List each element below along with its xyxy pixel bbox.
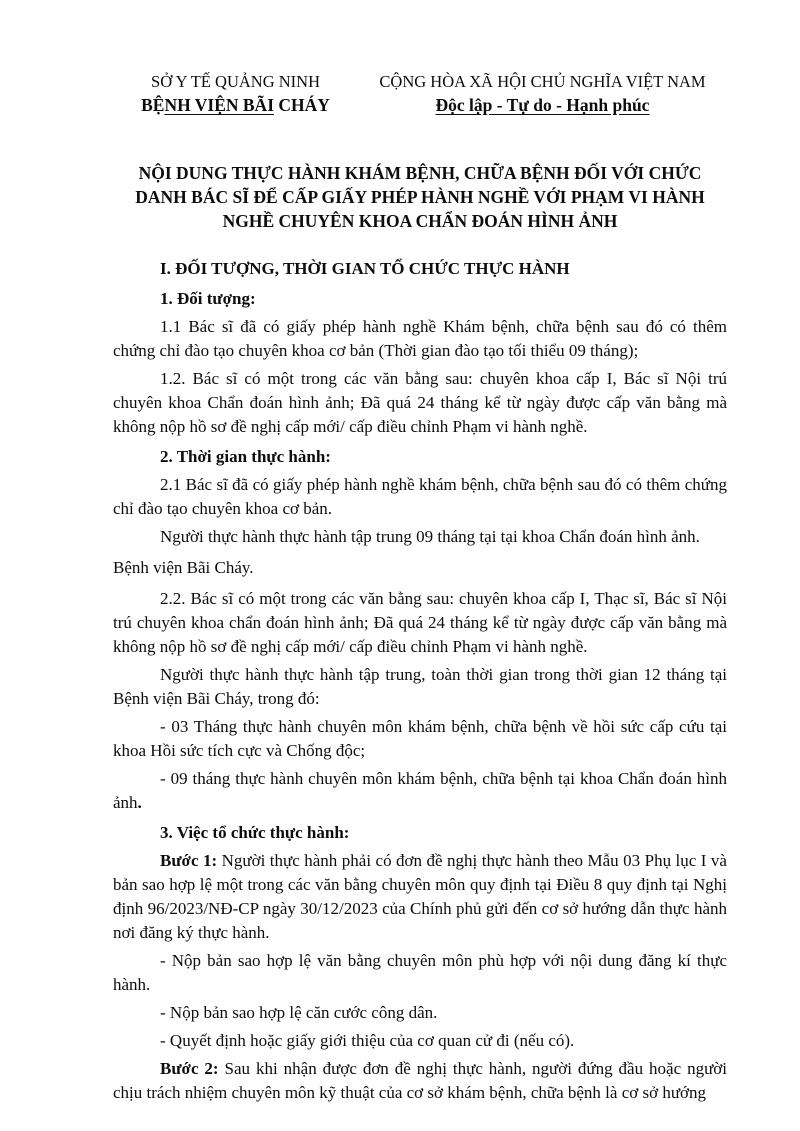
text-segment: - Nộp bản sao hợp lệ căn cước công dân. [160,1003,438,1022]
paragraph-2-2 [113,587,727,659]
text-segment: Người thực hành phải có đơn đề nghị thực hành theo Mẫu 03 Phụ lục I và bản sao hợp lệ một trong các văn bằng chuyên môn quy định tại Điều 8 quy định tại Nghị định 96/2023/NĐ-CP ngày 30/12/2023 của Chính phủ gửi đến cơ sở hướng dẫn thực hành nơi đăng ký thực hành. [113,851,727,942]
text-segment: 2.1 Bác sĩ đã có giấy phép hành nghề khám bệnh, chữa bệnh sau đó có thêm chứng chỉ đào tạo chuyên khoa cơ bản. [113,475,727,518]
text-segment: - 09 tháng thực hành chuyên môn khám bệnh, chữa bệnh tại khoa Chẩn đoán hình ảnh [113,769,727,812]
text-segment: 2.2. Bác sĩ có một trong các văn bằng sau: chuyên khoa cấp I, Thạc sĩ, Bác sĩ Nội trú chuyên khoa chẩn đoán hình ảnh; Đã quá 24 tháng kể từ ngày được cấp văn bằng mà không nộp hồ sơ đề nghị cấp mới/ cấp điều chỉnh Phạm vi hành nghề. [113,589,727,656]
subheading-thoi-gian [113,445,727,469]
text-segment: - Nộp bản sao hợp lệ văn bằng chuyên môn phù hợp với nội dung đăng kí thực hành. [113,951,727,994]
paragraph-1-1 [113,315,727,363]
paragraph-quyet-dinh [113,1029,727,1053]
issuing-org-parent: SỞ Y TẾ QUẢNG NINH [151,72,320,91]
paragraph-2-1 [113,473,727,521]
text-segment: I. ĐỐI TƯỢNG, THỜI GIAN TỔ CHỨC THỰC HÀNH [160,259,570,278]
subheading-to-chuc [113,821,727,845]
national-motto: Độc lập - Tự do - Hạnh phúc [435,95,650,115]
header-national-motto [358,70,727,117]
issuing-org-name: BỆNH VIỆN BÃI CHÁY [141,95,330,115]
text-segment: - Quyết định hoặc giấy giới thiệu của cơ quan cử đi (nếu có). [160,1031,575,1050]
document-body [113,257,727,1105]
paragraph-buoc-2 [113,1057,727,1105]
document-title: NỘI DUNG THỰC HÀNH KHÁM BỆNH, CHỮA BỆNH ĐỐI VỚI CHỨC DANH BÁC SĨ ĐỂ CẤP GIẤY PHÉP HÀNH NGHỀ VỚI PHẠM VI HÀNH NGHỀ CHUYÊN KHOA CHẨN ĐOÁN HÌNH ẢNH [135,163,705,231]
document-header [113,70,727,117]
paragraph-nop-can-cuoc [113,1001,727,1025]
text-segment: - 03 Tháng thực hành chuyên môn khám bệnh, chữa bệnh về hồi sức cấp cứu tại khoa Hồi sức tích cực và Chống độc; [113,717,727,760]
subheading-doi-tuong [113,287,727,311]
paragraph-1-2 [113,367,727,439]
text-segment: 1.2. Bác sĩ có một trong các văn bằng sau: chuyên khoa cấp I, Bác sĩ Nội trú chuyên khoa Chẩn đoán hình ảnh; Đã quá 24 tháng kể từ ngày được cấp văn bằng mà không nộp hồ sơ đề nghị cấp mới/ cấp điều chỉnh Phạm vi hành nghề. [113,369,727,436]
text-segment: Bước 2: [160,1059,219,1078]
text-segment: 3. Việc tổ chức thực hành: [160,823,350,842]
paragraph-benh-vien [113,556,727,580]
section-heading-1 [113,257,727,281]
paragraph-tap-trung-09 [113,525,727,549]
national-title: CỘNG HÒA XÃ HỘI CHỦ NGHĨA VIỆT NAM [379,72,706,91]
paragraph-buoc-1 [113,849,727,945]
text-segment: Bệnh viện Bãi Cháy. [113,558,254,577]
header-issuing-org [113,70,358,117]
text-segment: Người thực hành thực hành tập trung, toàn thời gian trong thời gian 12 tháng tại Bệnh viện Bãi Cháy, trong đó: [113,665,727,708]
text-segment: 2. Thời gian thực hành: [160,447,331,466]
text-segment: 1.1 Bác sĩ đã có giấy phép hành nghề Khám bệnh, chữa bệnh sau đó có thêm chứng chỉ đào tạo chuyên khoa cơ bản (Thời gian đào tạo tối thiểu 09 tháng); [113,317,727,360]
text-segment: 1. Đối tượng: [160,289,256,308]
text-segment: Bước 1: [160,851,218,870]
text-segment: Người thực hành thực hành tập trung 09 tháng tại tại khoa Chẩn đoán hình ảnh. [160,527,700,546]
paragraph-03-thang [113,715,727,763]
text-segment: Sau khi nhận được đơn đề nghị thực hành, người đứng đầu hoặc người chịu trách nhiệm chuyên môn kỹ thuật của cơ sở khám bệnh, chữa bệnh là cơ sở hướng [113,1059,727,1102]
paragraph-09-thang [113,767,727,815]
paragraph-nop-van-bang [113,949,727,997]
paragraph-tap-trung-12 [113,663,727,711]
text-segment: . [137,793,142,812]
